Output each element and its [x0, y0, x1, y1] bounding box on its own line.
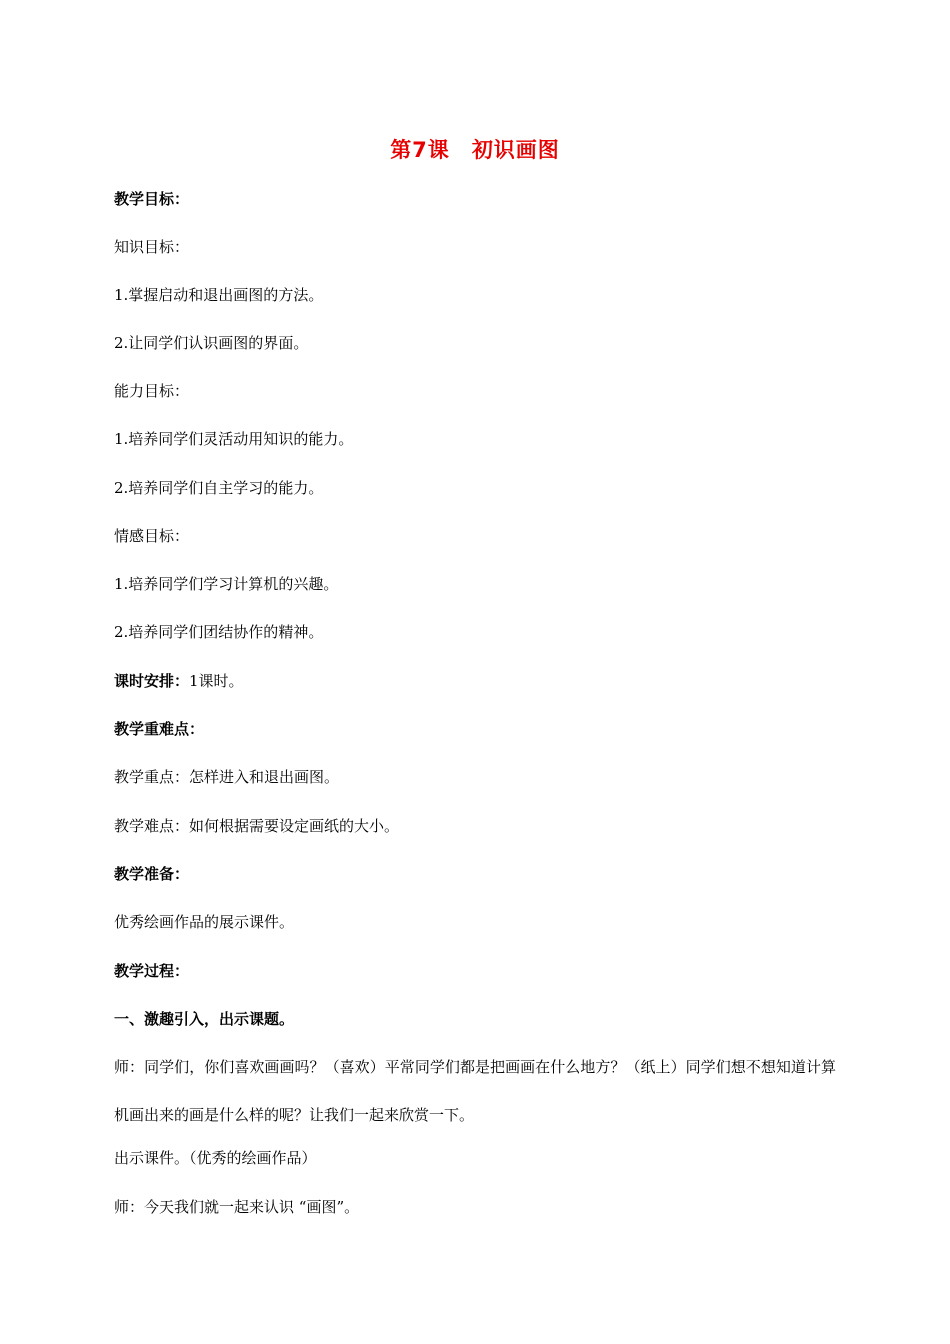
- key-points-heading: 教学重难点：: [114, 720, 205, 738]
- title-lesson-number: 第7课: [390, 138, 450, 162]
- teaching-goals-heading: 教学目标：: [114, 190, 190, 208]
- key-point: 教学重点：怎样进入和退出画图。: [114, 768, 340, 786]
- schedule-value: 1课时。: [189, 672, 244, 690]
- difficult-point: 教学难点：如何根据需要设定画纸的大小。: [114, 817, 400, 835]
- schedule-line: [114, 671, 244, 691]
- preparation-text: 优秀绘画作品的展示课件。: [114, 913, 295, 931]
- teacher-paragraph-2: 师：今天我们就一起来认识 “画图”。: [114, 1198, 360, 1216]
- knowledge-goal-item: 2.让同学们认识画图的界面。: [114, 334, 309, 352]
- ability-goals-label: 能力目标：: [114, 382, 190, 400]
- ability-goal-item: 1.培养同学们灵活动用知识的能力。: [114, 430, 354, 448]
- document-title: [0, 134, 950, 164]
- emotion-goals-label: 情感目标：: [114, 527, 190, 545]
- schedule-label: 课时安排：: [114, 672, 190, 690]
- title-lesson-name: 初识画图: [471, 138, 560, 162]
- ability-goal-item: 2.培养同学们自主学习的能力。: [114, 479, 324, 497]
- knowledge-goals-label: 知识目标：: [114, 238, 190, 256]
- show-courseware-line: 出示课件。（优秀的绘画作品）: [114, 1149, 317, 1167]
- preparation-heading: 教学准备：: [114, 865, 190, 883]
- emotion-goal-item: 1.培养同学们学习计算机的兴趣。: [114, 575, 339, 593]
- step1-heading: 一、激趣引入，出示课题。: [114, 1010, 295, 1028]
- process-heading: 教学过程：: [114, 962, 190, 980]
- emotion-goal-item: 2.培养同学们团结协作的精神。: [114, 623, 324, 641]
- teacher-paragraph-1: 师：同学们，你们喜欢画画吗？（喜欢）平常同学们都是把画画在什么地方？（纸上）同学们想不想知道计算机画出来的画是什么样的呢？让我们一起来欣赏一下。: [114, 1058, 836, 1124]
- knowledge-goal-item: 1.掌握启动和退出画图的方法。: [114, 286, 324, 304]
